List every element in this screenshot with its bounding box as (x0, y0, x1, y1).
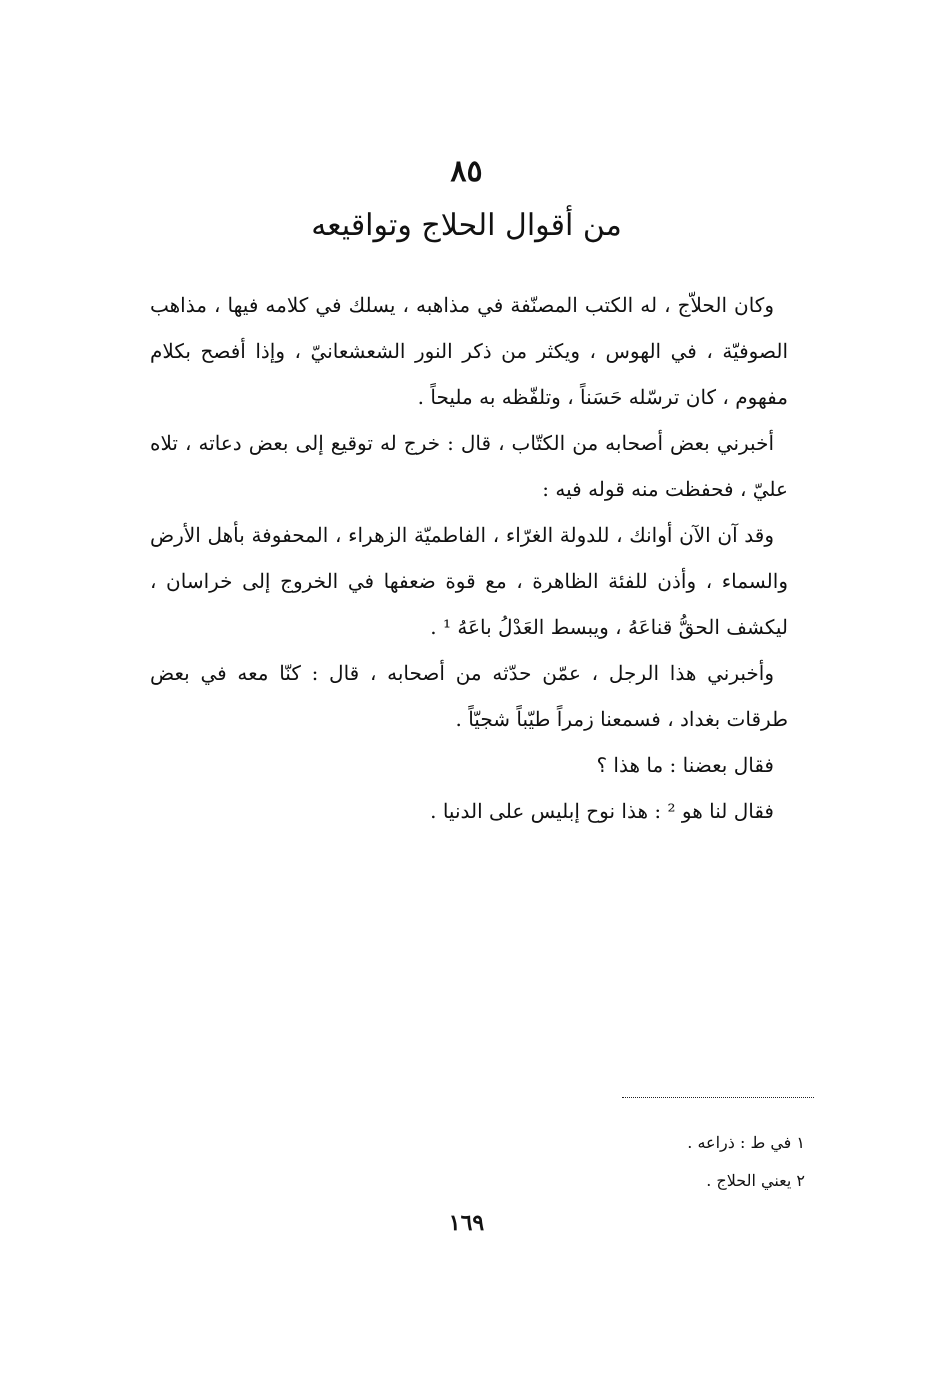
section-number: ٨٥ (450, 154, 483, 189)
paragraph-4: وأخبرني هذا الرجل ، عمّن حدّثه من أصحابه ، قال : كنّا معه في بعض طرقات بغداد ، فسمعنا زمراً طيّباً شجيّاً . (150, 661, 788, 731)
footnote-divider (622, 1097, 814, 1098)
paragraph-1: وكان الحلاّج ، له الكتب المصنّفة في مذاهبه ، يسلك في كلامه فيها ، مذاهب الصوفيّة ، في الهوس ، ويكثر من ذكر النور الشعشعانيّ ، وإذا أفصح بكلام مفهوم ، كان ترسّله حَسَناً ، وتلفّظه به مليحاً . (150, 293, 788, 409)
section-title: من أقوال الحلاج وتواقيعه (311, 208, 622, 243)
paragraph-5: فقال بعضنا : ما هذا ؟ (596, 753, 774, 777)
footnotes (405, 1124, 805, 1200)
footnote-2: ٢ يعني الحلاج . (706, 1171, 805, 1190)
paragraph-3: وقد آن الآن أوانك ، للدولة الغرّاء ، الفاطميّة الزهراء ، المحفوفة بأهل الأرض والسماء ، وأذن للفئة الظاهرة ، مع قوة ضعفها في الخروج إلى خراسان ، ليكشف الحقُّ قناعَهُ ، ويبسط العَدْلُ باعَهُ ¹ . (150, 523, 788, 639)
footnote-1: ١ في ط : ذراعه . (687, 1133, 805, 1152)
paragraph-6: فقال لنا هو ² : هذا نوح إبليس على الدنيا . (430, 799, 774, 823)
body-text (150, 282, 788, 834)
paragraph-2: أخبرني بعض أصحابه من الكتّاب ، قال : خرج له توقيع إلى بعض دعاته ، تلاه عليّ ، فحفظت منه قوله فيه : (150, 431, 788, 501)
page-number: ١٦٩ (448, 1210, 485, 1236)
